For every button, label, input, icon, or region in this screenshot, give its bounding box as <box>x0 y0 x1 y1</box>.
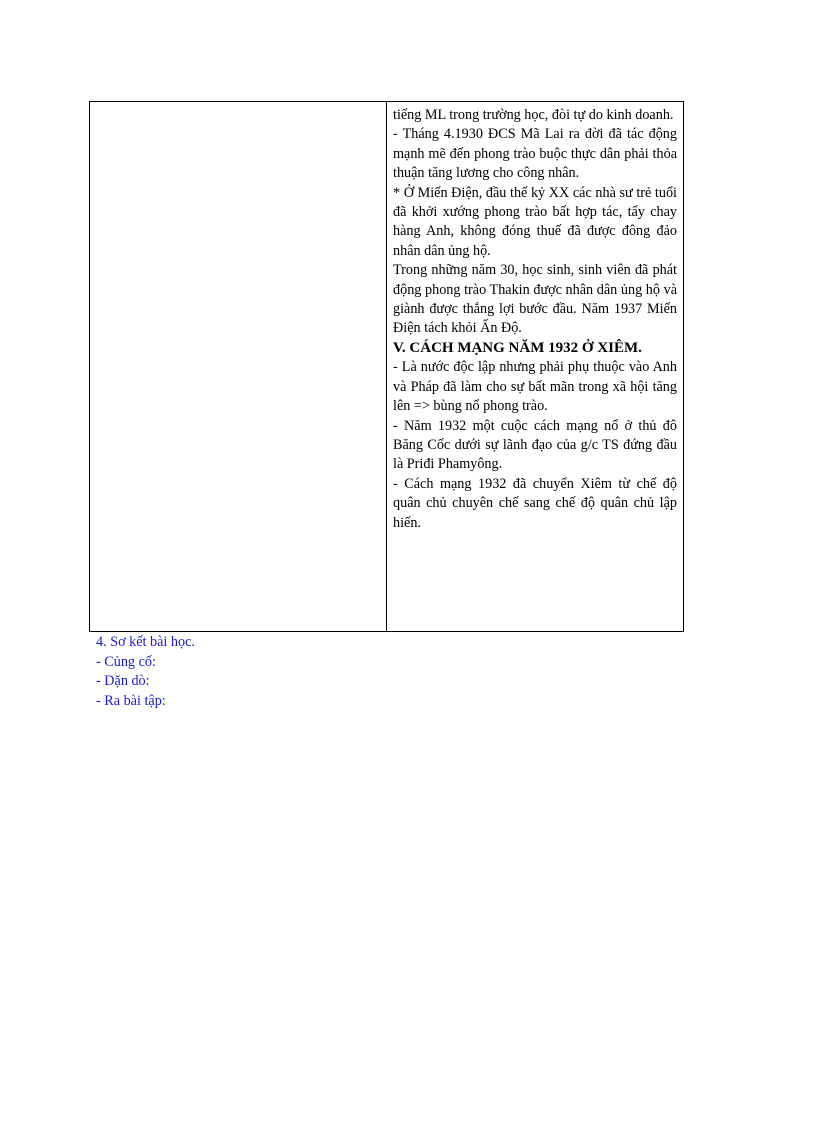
section-heading-siam-revolution: V. CÁCH MẠNG NĂM 1932 Ở XIÊM. <box>393 339 642 356</box>
paragraph-siam-1932-bangkok: - Năm 1932 một cuộc cách mạng nổ ở thủ đô Băng Cốc dưới sự lãnh đạo của g/c TS đứng đầu là Priđi Phamyông. <box>393 417 677 473</box>
paragraph-malaya-communist-party: - Tháng 4.1930 ĐCS Mã Lai ra đời đã tác động mạnh mẽ đến phong trào buộc thực dân phải thỏa thuận tăng lương cho công nhân. <box>393 126 677 182</box>
lesson-summary <box>96 633 195 711</box>
paragraph-malaya-demands: tiếng ML trong trường học, đòi tự do kinh doanh. <box>393 107 674 123</box>
lesson-table <box>89 101 684 632</box>
summary-heading: 4. Sơ kết bài học. <box>96 634 195 650</box>
paragraph-burma-thakin: Trong những năm 30, học sinh, sinh viên đã phát động phong trào Thakin được nhân dân ủng hộ và giành được thắng lợi bước đầu. Năm 1937 Miến Điện tách khỏi Ấn Độ. <box>393 262 677 337</box>
summary-item-homework: - Ra bài tập: <box>96 692 166 709</box>
paragraph-burma-monks: * Ở Miến Điện, đầu thế kỷ XX các nhà sư trẻ tuổi đã khởi xướng phong trào bất hợp tác, tẩy chay hàng Anh, không đóng thuế đã được đông đảo nhân dân ủng hộ. <box>393 184 677 259</box>
table-right-column <box>387 102 683 631</box>
paragraph-siam-dependence: - Là nước độc lập nhưng phải phụ thuộc vào Anh và Pháp đã làm cho sự bất mãn trong xã hội tăng lên => bùng nổ phong trào. <box>393 359 677 415</box>
paragraph-siam-constitutional-monarchy: - Cách mạng 1932 đã chuyển Xiêm từ chế độ quân chủ chuyên chế sang chế độ quân chủ lập hiến. <box>393 475 677 531</box>
table-left-column <box>90 102 387 631</box>
summary-item-consolidation: - Củng cố: <box>96 653 156 670</box>
summary-item-reminder: - Dặn dò: <box>96 673 150 689</box>
